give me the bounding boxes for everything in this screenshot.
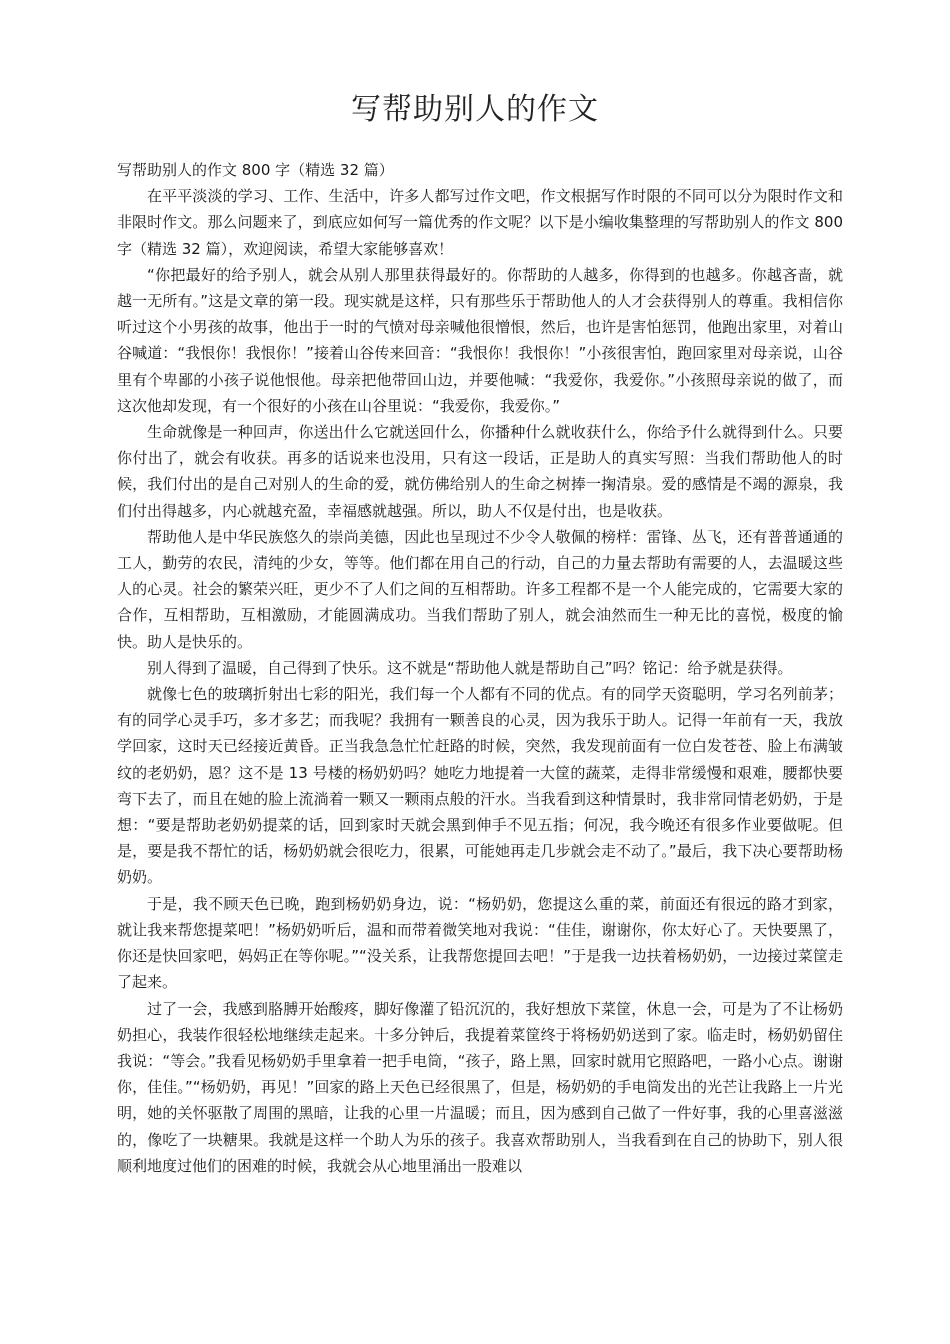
paragraph-8: 过了一会，我感到胳膊开始酸疼，脚好像灌了铅沉沉的，我好想放下菜筐，休息一会，可是为了不让杨奶奶担心，我装作很轻松地继续走起来。十多分钟后，我提着菜筐终于将杨奶奶送到了家。临走时，杨奶奶留住我说：“等会。”我看见杨奶奶手里拿着一把手电筒，“孩子，路上黑，回家时就用它照路吧，一路小心点。谢谢你，佳佳。”“杨奶奶，再见！”回家的路上天色已经很黑了，但是，杨奶奶的手电筒发出的光芒让我路上一片光明，她的关怀驱散了周围的黑暗，让我的心里一片温暖；而且，因为感到自己做了一件好事，我的心里喜滋滋的，像吃了一块糖果。我就是这样一个助人为乐的孩子。我喜欢帮助别人，当我看到在自己的协助下，别人很顺利地度过他们的困难的时候，我就会从心地里涌出一股难以 — [117, 999, 843, 1175]
document-body — [117, 157, 843, 1179]
document-subtitle: 写帮助别人的作文 800 字（精选 32 篇） — [117, 161, 394, 179]
paragraph-1: 在平平淡淡的学习、工作、生活中，许多人都写过作文吧，作文根据写作时限的不同可以分为限时作文和非限时作文。那么问题来了，到底应如何写一篇优秀的作文呢？以下是小编收集整理的写帮助别人的作文 800 字（精选 32 篇），欢迎阅读，希望大家能够喜欢！ — [117, 187, 843, 258]
paragraph-2: “你把最好的给予别人，就会从别人那里获得最好的。你帮助的人越多，你得到的也越多。你越吝啬，就越一无所有。”这是文章的第一段。现实就是这样，只有那些乐于帮助他人的人才会获得别人的尊重。我相信你听过这个小男孩的故事，他出于一时的气愤对母亲喊他很憎恨，然后，也许是害怕惩罚，他跑出家里，对着山谷喊道：“我恨你！我恨你！”接着山谷传来回音：“我恨你！我恨你！”小孩很害怕，跑回家里对母亲说，山谷里有个卑鄙的小孩子说他恨他。母亲把他带回山边，并要他喊：“我爱你，我爱你。”小孩照母亲说的做了，而这次他却发现，有一个很好的小孩在山谷里说：“我爱你，我爱你。” — [117, 265, 843, 415]
paragraph-6: 就像七色的玻璃折射出七彩的阳光，我们每一个人都有不同的优点。有的同学天资聪明，学习名列前茅；有的同学心灵手巧，多才多艺；而我呢？我拥有一颗善良的心灵，因为我乐于助人。记得一年前有一天，我放学回家，这时天已经接近黄昏。正当我急急忙忙赶路的时候，突然，我发现前面有一位白发苍苍、脸上布满皱纹的老奶奶，恩？这不是 13 号楼的杨奶奶吗？她吃力地提着一大筐的蔬菜，走得非常缓慢和艰难，腰都快要弯下去了，而且在她的脸上流淌着一颗又一颗雨点般的汗水。当我看到这种情景时，我非常同情老奶奶，于是想：“要是帮助老奶奶提菜的话，回到家时天就会黑到伸手不见五指；何况，我今晚还有很多作业要做呢。但是，要是我不帮忙的话，杨奶奶就会很吃力，很累，可能她再走几步就会走不动了。”最后，我下决心要帮助杨奶奶。 — [117, 685, 843, 887]
paragraph-3: 生命就像是一种回声，你送出什么它就送回什么，你播种什么就收获什么，你给予什么就得到什么。只要你付出了，就会有收获。再多的话说来也没用，只有这一段话，正是助人的真实写照：当我们帮助他人的时候，我们付出的是自己对别人的生命的爱，就仿佛给别人的生命之树捧一掬清泉。爱的感情是不竭的源泉，我们付出得越多，内心就越充盈，幸福感就越强。所以，助人不仅是付出，也是收获。 — [117, 423, 843, 520]
paragraph-4: 帮助他人是中华民族悠久的崇尚美德，因此也呈现过不少令人敬佩的榜样：雷锋、丛飞，还有普普通通的工人，勤劳的农民，清纯的少女，等等。他们都在用自己的行动，自己的力量去帮助有需要的人，去温暖这些人的心灵。社会的繁荣兴旺，更少不了人们之间的互相帮助。许多工程都不是一个人能完成的，它需要大家的合作，互相帮助，互相激励，才能圆满成功。当我们帮助了别人，就会油然而生一种无比的喜悦，极度的愉快。助人是快乐的。 — [117, 527, 843, 651]
paragraph-7: 于是，我不顾天色已晚，跑到杨奶奶身边，说：“杨奶奶，您提这么重的菜，前面还有很远的路才到家，就让我来帮您提菜吧！”杨奶奶听后，温和而带着微笑地对我说：“佳佳，谢谢你，你太好心了。天快要黑了，你还是快回家吧，妈妈正在等你呢。”“没关系，让我帮您提回去吧！”于是我一边扶着杨奶奶，一边接过菜筐走了起来。 — [117, 894, 843, 992]
paragraph-5: 别人得到了温暖，自己得到了快乐。这不就是“帮助他人就是帮助自己”吗？铭记：给予就是获得。 — [147, 658, 793, 677]
document-title: 写帮助别人的作文 — [351, 92, 599, 127]
